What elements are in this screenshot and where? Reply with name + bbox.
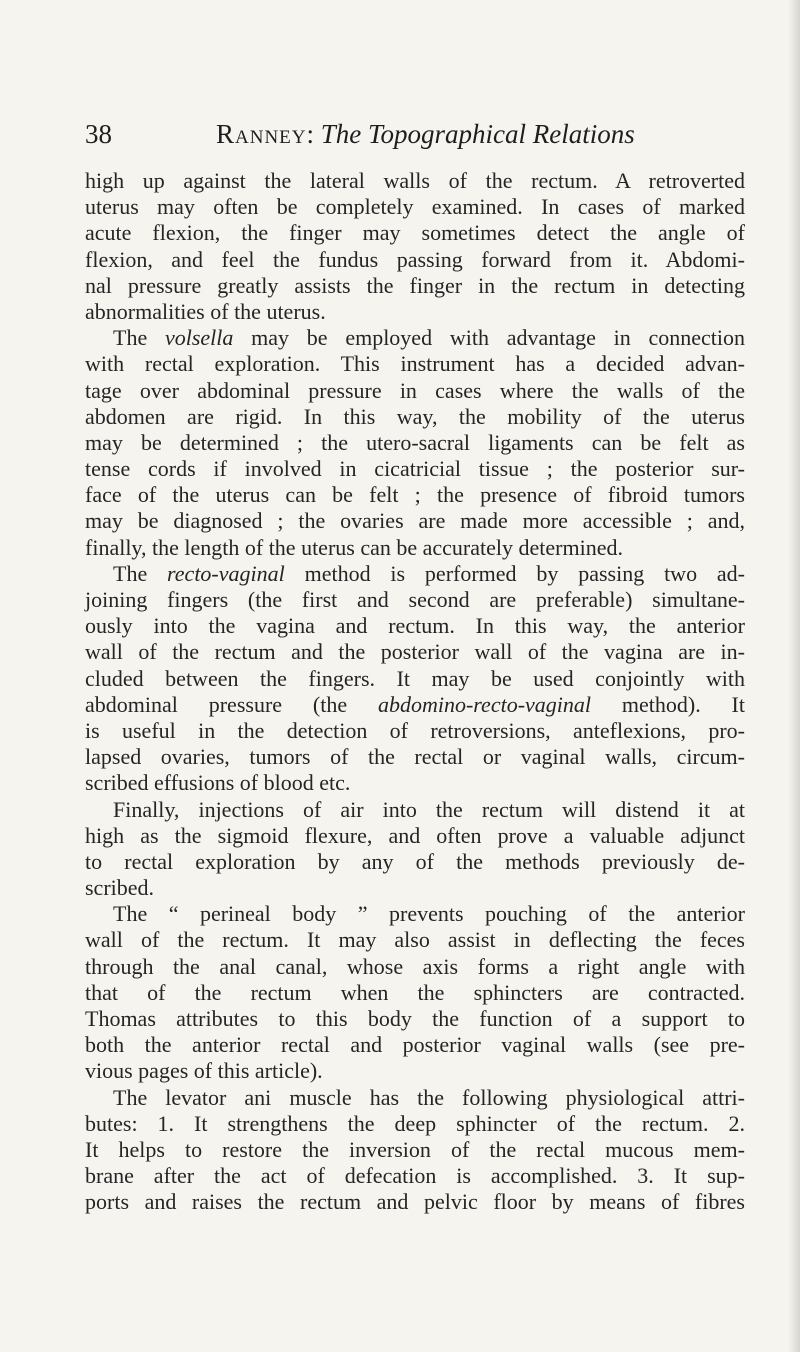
text-segment: may be employed with advantage in connection: [233, 325, 746, 351]
text-segment: tense cords if involved in cicatricial tissue ; the posterior sur-: [85, 456, 745, 482]
text-line: [85, 587, 745, 613]
text-segment: abdominal pressure (the: [85, 691, 378, 717]
text-line: [85, 797, 745, 823]
text-segment: cluded between the fingers. It may be used conjointly with: [85, 665, 745, 691]
text-line: [85, 247, 745, 273]
text-line: [85, 378, 745, 404]
text-segment: brane after the act of defecation is accomplished. 3. It sup-: [85, 1163, 745, 1189]
text-segment: flexion, and feel the fundus passing forward from it. Abdomi-: [85, 246, 745, 272]
text-segment: finally, the length of the uterus can be accurately determined.: [85, 534, 623, 560]
text-line: [85, 299, 745, 325]
text-segment: to rectal exploration by any of the methods previously de-: [85, 848, 745, 874]
text-line: [85, 1111, 745, 1137]
text-segment: with rectal exploration. This instrument has a decided advan-: [85, 351, 745, 377]
text-segment: ously into the vagina and rectum. In this way, the anterior: [85, 613, 745, 639]
italic-term: abdomino-recto-vaginal: [377, 691, 592, 717]
text-segment: scribed effusions of blood etc.: [85, 770, 351, 796]
text-line: [85, 613, 745, 639]
text-segment: Finally, injections of air into the rectum will distend it at: [113, 796, 745, 822]
text-line: [85, 666, 745, 692]
text-line: [85, 1006, 745, 1032]
text-segment: butes: 1. It strengthens the deep sphincter of the rectum. 2.: [85, 1110, 745, 1136]
text-segment: face of the uterus can be felt ; the presence of fibroid tumors: [85, 482, 745, 508]
text-line: [85, 1032, 745, 1058]
body-text: [85, 168, 745, 1216]
text-line: [85, 875, 745, 901]
text-segment: vious pages of this article).: [85, 1058, 323, 1084]
running-head: [216, 118, 635, 150]
text-line: [85, 901, 745, 927]
text-line: [85, 980, 745, 1006]
text-segment: wall of the rectum. It may also assist in deflecting the feces: [85, 927, 745, 953]
text-segment: The “ perineal body ” prevents pouching of the anterior: [113, 901, 745, 927]
text-segment: lapsed ovaries, tumors of the rectal or vaginal walls, circum-: [85, 744, 745, 770]
text-line: [85, 220, 745, 246]
text-line: [85, 1163, 745, 1189]
text-line: [85, 535, 745, 561]
text-line: [85, 692, 745, 718]
text-line: [85, 770, 745, 796]
text-segment: may be diagnosed ; the ovaries are made more accessible ; and,: [85, 508, 745, 534]
text-segment: high up against the lateral walls of the rectum. A retroverted: [85, 168, 745, 193]
text-line: [85, 482, 745, 508]
page-header: [85, 118, 745, 158]
italic-term: volsella: [164, 325, 234, 351]
text-line: [85, 718, 745, 744]
text-line: [85, 404, 745, 430]
italic-term: recto-vaginal: [167, 560, 285, 586]
text-line: [85, 273, 745, 299]
text-segment: through the anal canal, whose axis forms a right angle with: [85, 953, 745, 979]
text-segment: ports and raises the rectum and pelvic floor by means of fibres: [85, 1189, 745, 1215]
text-segment: both the anterior rectal and posterior vaginal walls (see pre-: [85, 1032, 745, 1058]
running-head-title: The Topographical Relations: [320, 119, 635, 149]
text-segment: tage over abdominal pressure in cases where the walls of the: [85, 377, 745, 403]
text-line: [85, 430, 745, 456]
text-line: [85, 744, 745, 770]
text-line: [85, 508, 745, 534]
text-segment: The: [113, 325, 165, 351]
text-line: [85, 1058, 745, 1084]
text-segment: is useful in the detection of retroversions, anteflexions, pro-: [85, 717, 745, 743]
text-segment: acute flexion, the finger may sometimes detect the angle of: [85, 220, 745, 246]
text-line: [85, 639, 745, 665]
text-line: [85, 456, 745, 482]
page-number: 38: [85, 119, 112, 149]
text-segment: that of the rectum when the sphincters are contracted.: [85, 979, 745, 1005]
text-line: [85, 194, 745, 220]
text-line: [85, 1137, 745, 1163]
text-segment: abnormalities of the uterus.: [85, 298, 326, 324]
text-line: [85, 1189, 745, 1215]
text-segment: joining fingers (the first and second are preferable) simultane-: [85, 587, 745, 612]
text-line: [85, 823, 745, 849]
text-segment: method is performed by passing two ad-: [284, 560, 746, 586]
text-line: [85, 325, 745, 351]
running-head-author: Ranney: [216, 119, 307, 149]
text-segment: nal pressure greatly assists the finger in the rectum in detecting: [85, 272, 745, 298]
running-head-separator: :: [306, 119, 321, 149]
text-line: [85, 849, 745, 875]
text-segment: may be determined ; the utero-sacral ligaments can be felt as: [85, 429, 745, 455]
text-line: [85, 351, 745, 377]
text-segment: scribed.: [85, 875, 155, 901]
text-segment: method). It: [591, 691, 746, 717]
text-segment: It helps to restore the inversion of the rectal mucous mem-: [85, 1136, 745, 1162]
text-line: [85, 168, 745, 194]
text-line: [85, 561, 745, 587]
text-segment: abdomen are rigid. In this way, the mobility of the uterus: [85, 403, 745, 429]
text-segment: high as the sigmoid flexure, and often prove a valuable adjunct: [85, 822, 745, 848]
text-segment: The: [113, 560, 168, 586]
text-line: [85, 927, 745, 953]
text-segment: Thomas attributes to this body the function of a support to: [85, 1006, 745, 1031]
text-line: [85, 1085, 745, 1111]
text-segment: uterus may often be completely examined. In cases of marked: [85, 194, 745, 220]
page-edge-shadow: [788, 0, 800, 1352]
text-segment: The levator ani muscle has the following physiological attri-: [113, 1084, 745, 1110]
text-segment: wall of the rectum and the posterior wall of the vagina are in-: [85, 639, 745, 665]
text-line: [85, 954, 745, 980]
